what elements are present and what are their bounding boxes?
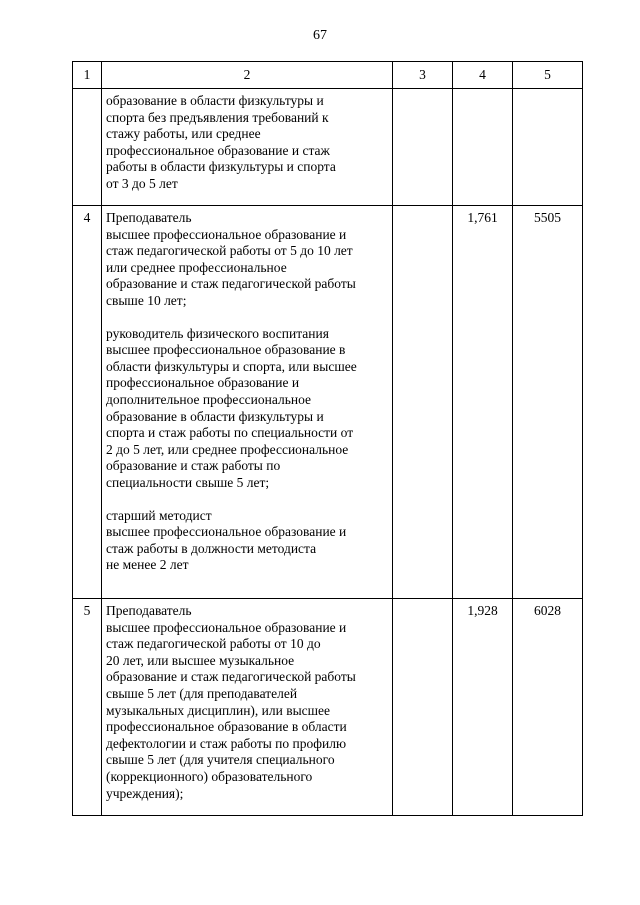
table-row: [73, 206, 583, 599]
header-col-1: 1: [73, 62, 102, 89]
col3-value: [393, 206, 453, 599]
header-col-2: 2: [102, 62, 393, 89]
description-text: Преподаватель высшее профессиональное образование и стаж педагогической работы от 10 до 20 лет, или высшее музыкальное образование и стаж педагогической работы свыше 5 лет (для преподавателей музыкальных дисциплин), или высшее профессиональное образование в области дефектологии и стаж работы по профилю свыше 5 лет (для учителя специального (коррекционного) образовательного учреждения);: [106, 603, 356, 801]
header-col-5: 5: [513, 62, 583, 89]
header-col-4: 4: [453, 62, 513, 89]
col3-value: [393, 89, 453, 206]
page-number: 67: [313, 28, 327, 43]
coefficient-value: [453, 89, 513, 206]
row-number: 5: [73, 599, 102, 816]
row-description: [102, 599, 393, 816]
salary-value: [513, 89, 583, 206]
description-paragraph-pe-head: руководитель физического воспитания высшее профессиональное образование в области физкультуры и спорта, или высшее профессиональное образование и дополнительное профессиональное образование в области физкультуры и спорта и стаж работы по специальности от 2 до 5 лет, или среднее профессиональное образование и стаж работы по специальности свыше 5 лет;: [106, 325, 357, 490]
row-number: [73, 89, 102, 206]
description-text: образование в области физкультуры и спорта без предъявления требований к стажу работы, или среднее профессиональное образование и стаж работы в области физкультуры и спорта от 3 до 5 лет: [106, 93, 336, 191]
row-number: 4: [73, 206, 102, 599]
table-row: [73, 599, 583, 816]
row-description: [102, 89, 393, 206]
col3-value: [393, 599, 453, 816]
row-description: [102, 206, 393, 599]
coefficient-value: 1,928: [453, 599, 513, 816]
salary-value: 6028: [513, 599, 583, 816]
salary-value: 5505: [513, 206, 583, 599]
table-header-row: [73, 62, 583, 89]
coefficient-value: 1,761: [453, 206, 513, 599]
table-row: [73, 89, 583, 206]
qualification-table: [72, 61, 583, 816]
header-col-3: 3: [393, 62, 453, 89]
description-paragraph-senior-methodist: старший методист высшее профессиональное образование и стаж работы в должности методиста не менее 2 лет: [106, 507, 347, 573]
description-paragraph-teacher: Преподаватель высшее профессиональное образование и стаж педагогической работы от 5 до 10 лет или среднее профессиональное образование и стаж педагогической работы свыше 10 лет;: [106, 210, 356, 308]
